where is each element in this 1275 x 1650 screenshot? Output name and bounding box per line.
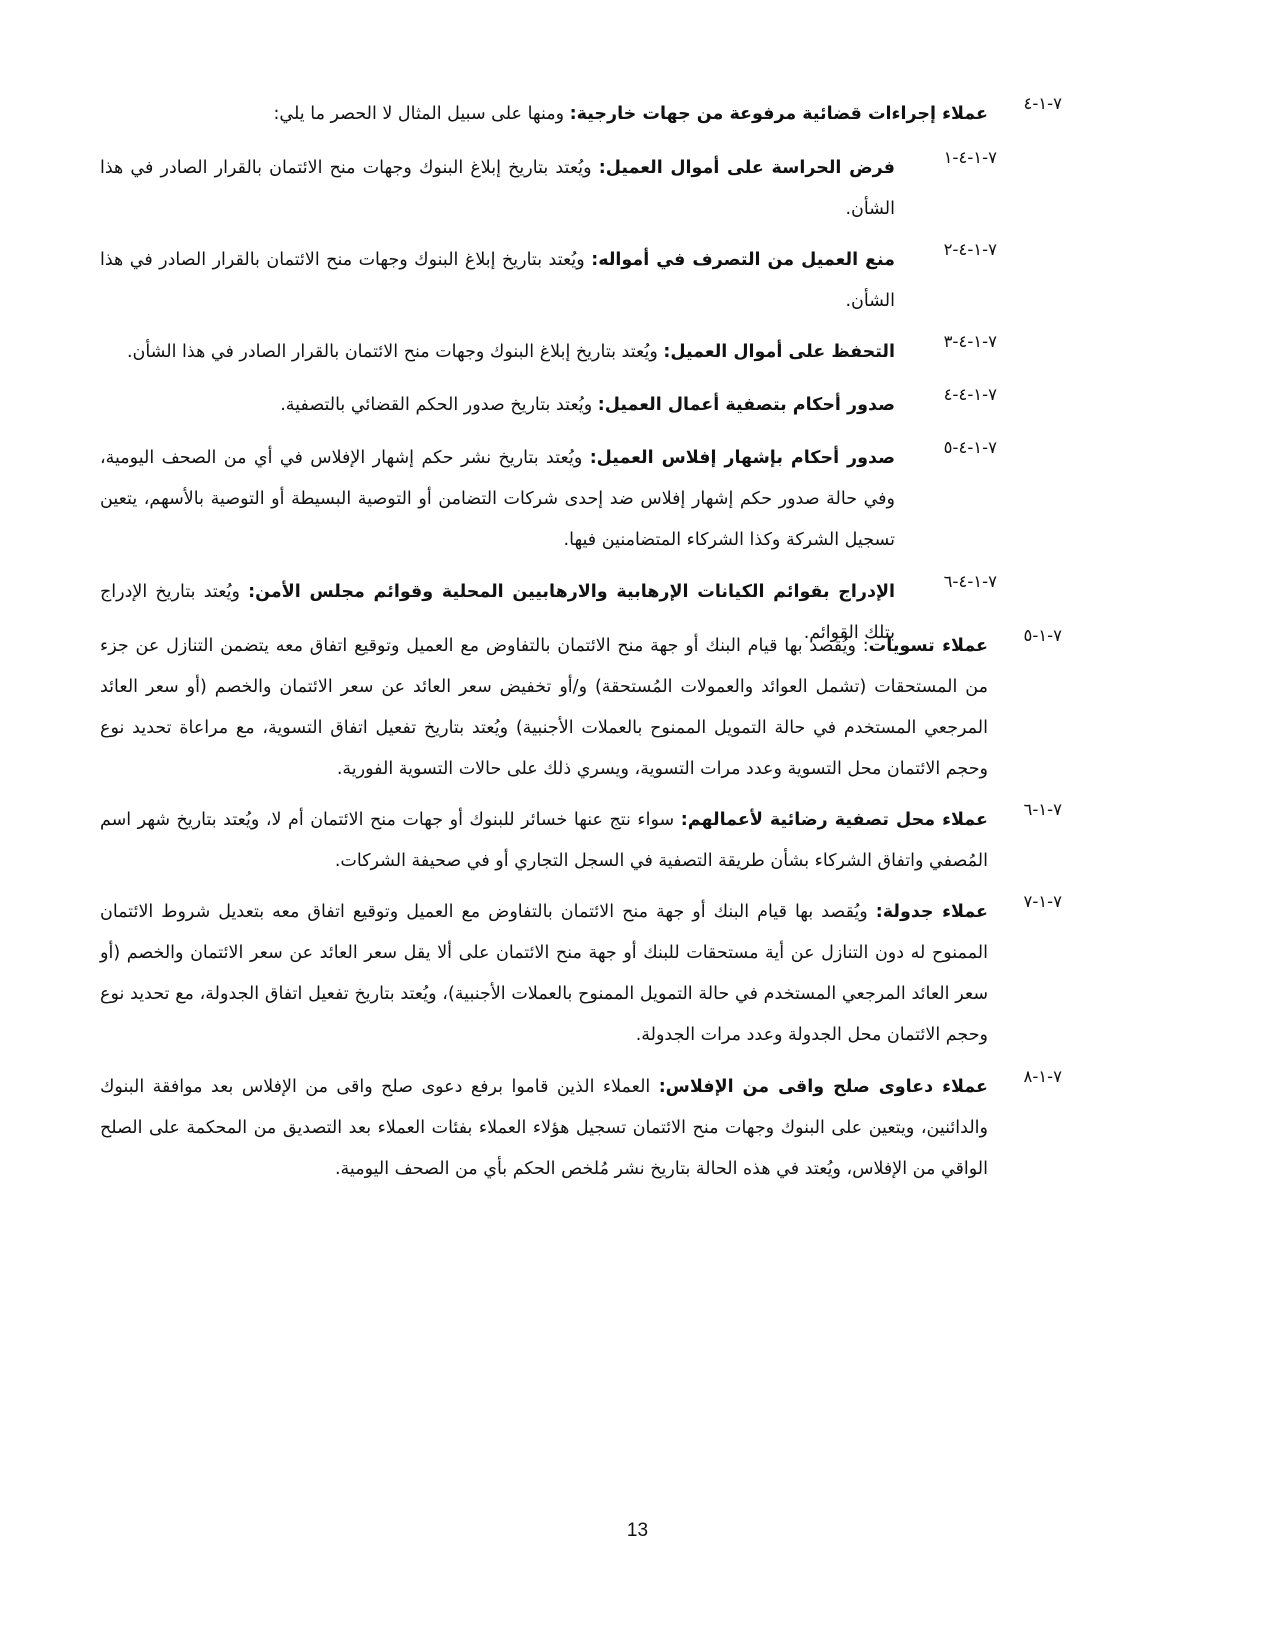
subsection-number: ٧-١-٤-٦: [943, 572, 997, 591]
section-number: ٧-١-٦: [1023, 800, 1062, 819]
section-text: [100, 1067, 988, 1190]
page-number: 13: [626, 1520, 649, 1541]
subsection-number: ٧-١-٤-٤: [943, 385, 997, 404]
subsection-number: ٧-١-٤-٥: [943, 438, 997, 457]
section-text: [100, 626, 988, 790]
subsection-text: [100, 332, 895, 373]
section-text: [100, 800, 988, 882]
subsection-text: [100, 438, 895, 561]
section-heading: عملاء دعاوى صلح واقى من الإفلاس:: [658, 1077, 988, 1097]
section-body: العملاء الذين قاموا برفع دعوى صلح واقى من الإفلاس بعد موافقة البنوك والدائنين، ويتعين على البنوك وجهات منح الائتمان تسجيل هؤلاء العملاء بفئات العملاء بعد التصديق من المحكمة على الصلح الواقي من الإفلاس، ويُعتد في هذه الحالة بتاريخ نشر مُلخص الحكم بأي من الصحف اليومية.: [100, 1077, 988, 1179]
section-heading: عملاء محل تصفية رضائية لأعمالهم:: [680, 810, 988, 830]
section-text: [100, 892, 988, 1056]
section-number: ٧-١-٨: [1023, 1067, 1062, 1086]
subsection-text: [100, 240, 895, 322]
subsection-text: [100, 148, 895, 230]
section-number: ٧-١-٥: [1023, 626, 1062, 645]
subsection-number: ٧-١-٤-٢: [943, 240, 997, 259]
subsection-heading: منع العميل من التصرف في أمواله:: [591, 250, 895, 270]
subsection-body: ويُعتد بتاريخ الإدراج بتلك القوائم.: [100, 582, 895, 643]
section-body: ومنها على سبيل المثال لا الحصر ما يلي:: [273, 104, 570, 124]
subsection-text: [100, 385, 895, 426]
section-number: ٧-١-٤: [1023, 94, 1062, 113]
subsection-body: ويُعتد بتاريخ إبلاغ البنوك وجهات منح الائتمان بالقرار الصادر في هذا الشأن.: [100, 250, 895, 311]
subsection-body: ويُعتد بتاريخ صدور الحكم القضائي بالتصفية.: [280, 395, 598, 415]
section-heading: عملاء إجراءات قضائية مرفوعة من جهات خارجية:: [569, 104, 988, 124]
subsection-number: ٧-١-٤-٣: [943, 332, 997, 351]
section-body: : ويُقصد بها قيام البنك أو جهة منح الائتمان بالتفاوض مع العميل وتوقيع اتفاق معه يتضمن التنازل عن جزء من المستحقات (تشمل العوائد والعمولات المُستحقة) و/أو تخفيض سعر العائد عن سعر الائتمان والخصم (أو سعر العائد المرجعي المستخدم في حالة التمويل الممنوح بالعملات الأجنبية) ويُعتد بتاريخ تفعيل اتفاق التسوية، مع مراعاة تحديد نوع وحجم الائتمان محل التسوية وعدد مرات التسوية، ويسري ذلك على حالات التسوية الفورية.: [100, 636, 988, 779]
section-number: ٧-١-٧: [1023, 892, 1062, 911]
subsection-body: ويُعتد بتاريخ إبلاغ البنوك وجهات منح الائتمان بالقرار الصادر في هذا الشأن.: [126, 342, 664, 362]
section-heading: عملاء جدولة:: [875, 902, 989, 922]
subsection-number: ٧-١-٤-١: [943, 148, 997, 167]
subsection-body: ويُعتد بتاريخ نشر حكم إشهار الإفلاس في أي من الصحف اليومية، وفي حالة صدور حكم إشهار إفلاس ضد إحدى شركات التضامن أو التوصية البسيطة أو التوصية بالأسهم، يتعين تسجيل الشركة وكذا الشركاء المتضامنين فيها.: [100, 448, 895, 550]
section-text: [100, 94, 988, 135]
subsection-heading: الإدراج بقوائم الكيانات الإرهابية والارهابيين المحلية وقوائم مجلس الأمن:: [248, 582, 896, 602]
section-body: سواء نتج عنها خسائر للبنوك أو جهات منح الائتمان أم لا، ويُعتد بتاريخ شهر اسم المُصفي واتفاق الشركاء بشأن طريقة التصفية في السجل التجاري أو في صحيفة الشركات.: [100, 810, 988, 871]
section-heading: عملاء تسويات: [868, 636, 989, 656]
subsection-body: ويُعتد بتاريخ إبلاغ البنوك وجهات منح الائتمان بالقرار الصادر في هذا الشأن.: [100, 158, 895, 219]
subsection-heading: صدور أحكام بإشهار إفلاس العميل:: [589, 448, 895, 468]
subsection-heading: صدور أحكام بتصفية أعمال العميل:: [597, 395, 895, 415]
subsection-heading: فرض الحراسة على أموال العميل:: [598, 158, 895, 178]
subsection-heading: التحفظ على أموال العميل:: [663, 342, 895, 362]
section-body: ويُقصد بها قيام البنك أو جهة منح الائتمان بالتفاوض مع العميل وتوقيع اتفاق معه بتعديل شروط الائتمان الممنوح له دون التنازل عن أية مستحقات للبنك أو جهة منح الائتمان على ألا يقل سعر العائد عن سعر الائتمان والخصم (أو سعر العائد المرجعي المستخدم في حالة التمويل الممنوح بالعملات الأجنبية)، ويُعتد بتاريخ تفعيل اتفاق الجدولة، مع تحديد نوع وحجم الائتمان محل الجدولة وعدد مرات الجدولة.: [100, 902, 988, 1045]
